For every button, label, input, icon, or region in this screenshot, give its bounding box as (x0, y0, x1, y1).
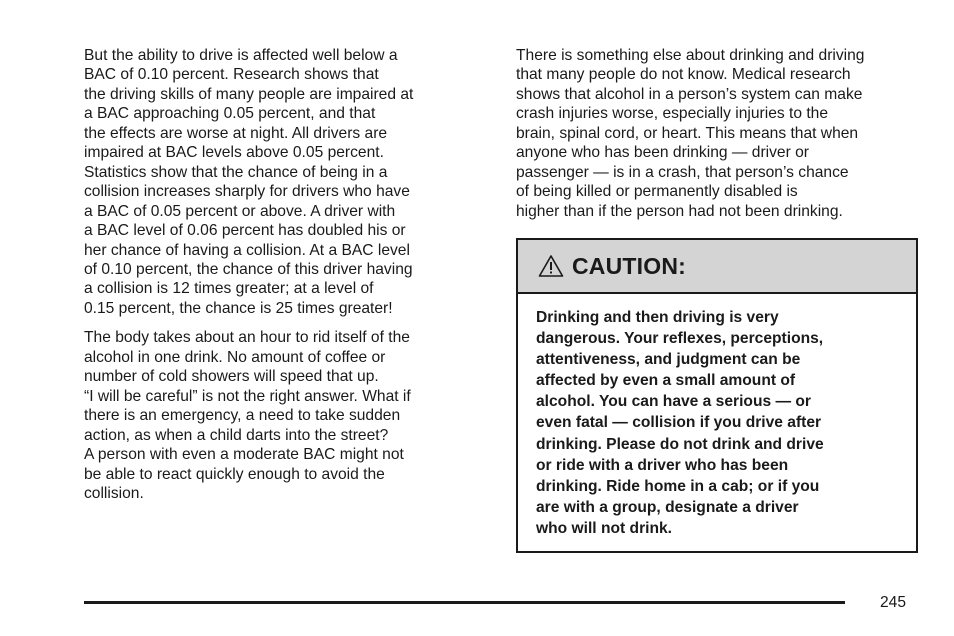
left-column (84, 46, 476, 503)
warning-triangle-icon (538, 254, 564, 278)
bac-impairment-paragraph: But the ability to drive is affected well below a BAC of 0.10 percent. Research shows that the driving skills of many people are impaired at a BAC approaching 0.05 percent, and that the effects are worse at night. All drivers are impaired at BAC levels above 0.05 percent. Statistics show that the chance of being in a collision increases sharply for drivers who have a BAC of 0.05 percent or above. A driver with a BAC level of 0.06 percent has doubled his or her chance of having a collision. At a BAC level of 0.10 percent, the chance of this driver having a collision is 12 times greater; at a level of 0.15 percent, the chance is 25 times greater! (84, 47, 414, 317)
crash-injury-paragraph: There is something else about drinking and driving that many people do not know. Medical research shows that alcohol in a person’s system can make crash injuries worse, especially injuries to the brain, spinal cord, or heart. This means that when anyone who has been drinking — driver or passenger — is in a crash, that person’s chance of being killed or permanently disabled is higher than if the person had not been drinking. (516, 47, 865, 220)
right-column (516, 46, 918, 221)
caution-box (516, 238, 918, 553)
footer-rule (84, 601, 845, 604)
caution-header (518, 240, 916, 294)
alcohol-elimination-paragraph: The body takes about an hour to rid itself of the alcohol in one drink. No amount of coffee or number of cold showers will speed that up. “I will be careful” is not the right answer. What if there is an emergency, a need to take sudden action, as when a child darts into the street? A person with even a moderate BAC might not be able to react quickly enough to avoid the collision. (84, 329, 411, 502)
caution-body: Drinking and then driving is very dangerous. Your reflexes, perceptions, attentiveness, and judgment can be affected by even a small amount of alcohol. You can have a serious — or even fatal — collision if you drive after drinking. Please do not drink and drive or ride with a driver who has been drinking. Ride home in a cab; or if you are with a group, designate a driver who will not drink. (536, 309, 824, 537)
page-number: 245 (880, 594, 907, 611)
caution-title: CAUTION: (572, 252, 687, 279)
